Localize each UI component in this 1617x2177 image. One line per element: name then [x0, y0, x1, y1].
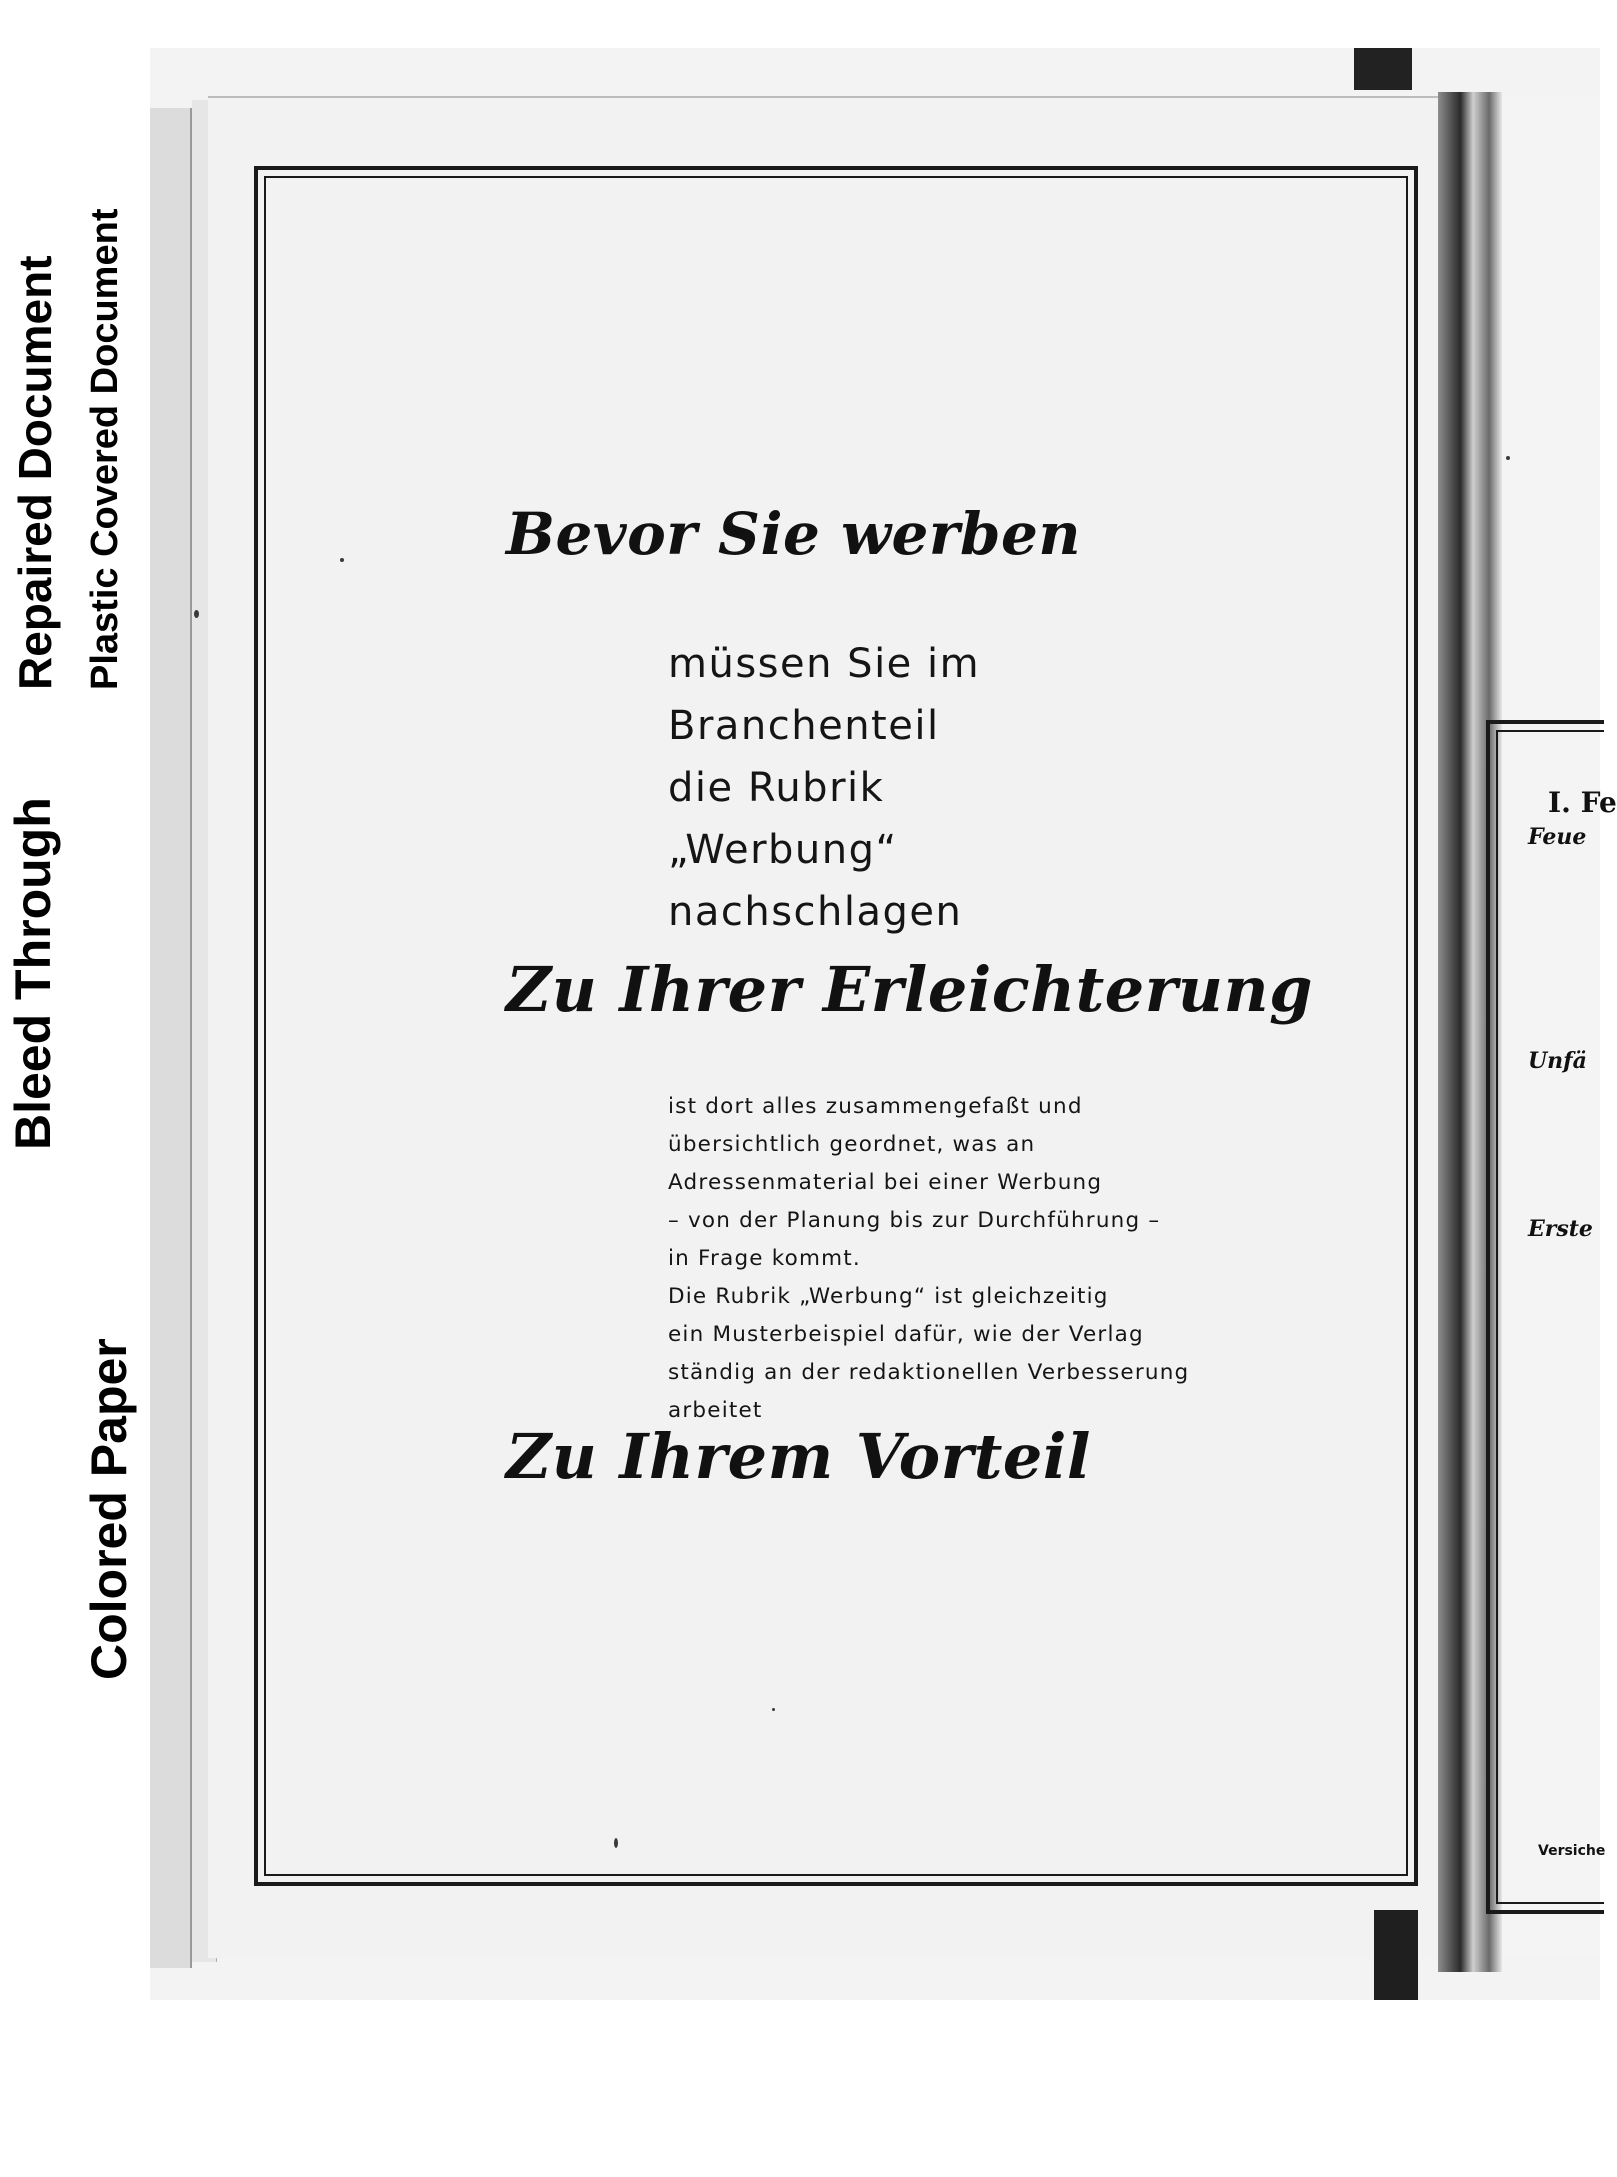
- heading-bevor-sie-werben: Bevor Sie werben: [506, 500, 1082, 568]
- text-line: Adressenmaterial bei einer Werbung: [668, 1170, 1103, 1195]
- page-edge: [150, 108, 192, 1968]
- text-line: nachschlagen: [668, 889, 963, 935]
- scanned-spread: [150, 48, 1617, 2000]
- text-line: – von der Planung bis zur Durchführung –: [668, 1208, 1161, 1233]
- text-line: ständig an der redaktionellen Verbesserung: [668, 1360, 1190, 1385]
- scan-shadow-bottom: [1374, 1910, 1418, 2000]
- text-line: „Werbung“: [668, 827, 898, 873]
- right-page-text: Erste: [1528, 1216, 1593, 1242]
- text-line: Die Rubrik „Werbung“ ist gleichzeitig: [668, 1284, 1109, 1309]
- text-line: ein Musterbeispiel dafür, wie der Verlag: [668, 1322, 1144, 1347]
- label-plastic-covered-document: Plastic Covered Document: [84, 208, 126, 690]
- right-page-text: Unfä: [1528, 1048, 1587, 1074]
- text-line: Branchenteil: [668, 703, 940, 749]
- label-repaired-document: Repaired Document: [9, 255, 61, 690]
- right-page-border: [1486, 720, 1604, 1914]
- right-page-text: Versiche: [1538, 1843, 1606, 1859]
- paper-speck: [340, 558, 344, 562]
- text-line: die Rubrik: [668, 765, 885, 811]
- paper-speck: [194, 610, 199, 618]
- ad-border: [254, 166, 1418, 1886]
- text-line: ist dort alles zusammengefaßt und: [668, 1094, 1083, 1119]
- text-block-small: [668, 1088, 1189, 1430]
- right-page-text: I. Fe: [1548, 786, 1617, 819]
- text-line: arbeitet: [668, 1398, 763, 1423]
- text-line: müssen Sie im: [668, 641, 981, 687]
- paper-speck: [614, 1838, 618, 1848]
- ad-border-inner: [264, 176, 1408, 1876]
- right-page-border-inner: [1496, 730, 1604, 1904]
- paper-speck: [1506, 456, 1510, 460]
- text-line: übersichtlich geordnet, was an: [668, 1132, 1036, 1157]
- label-colored-paper: Colored Paper: [81, 1338, 137, 1680]
- right-page-text: Feue: [1528, 824, 1587, 850]
- scan-labels: [0, 0, 150, 2177]
- heading-zu-ihrem-vorteil: Zu Ihrem Vorteil: [506, 1420, 1091, 1493]
- paper-speck: [772, 1708, 775, 1711]
- text-block-large: [668, 633, 980, 943]
- scan-shadow-top: [1354, 48, 1412, 90]
- heading-zu-ihrer-erleichterung: Zu Ihrer Erleichterung: [506, 953, 1313, 1026]
- label-bleed-through: Bleed Through: [5, 797, 61, 1150]
- text-line: in Frage kommt.: [668, 1246, 861, 1271]
